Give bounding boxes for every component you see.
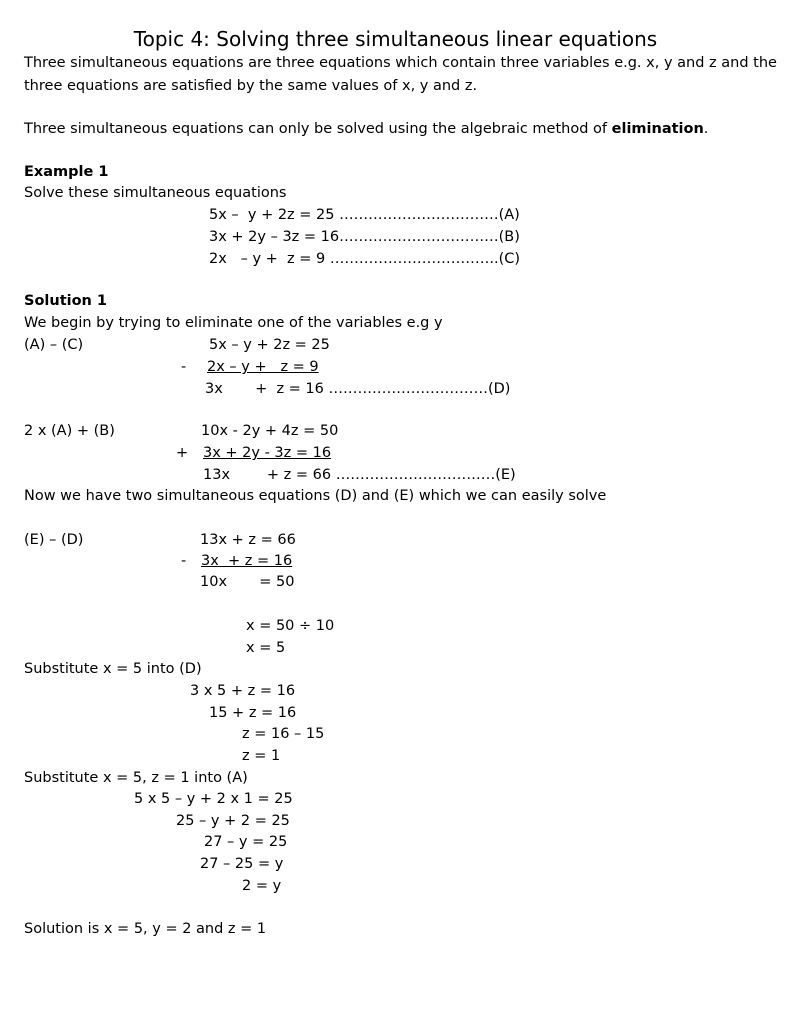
step1-label: (A) – (C) <box>24 337 84 353</box>
example-prompt: Solve these simultaneous equations <box>24 185 287 201</box>
intro-line-1: Three simultaneous equations are three equations which contain three variables e.g. x, y and z and the <box>24 55 777 71</box>
sub-a-line-1: 5 x 5 – y + 2 x 1 = 25 <box>134 791 293 807</box>
intro-line-3 <box>24 120 708 138</box>
step3-operator: - <box>181 553 187 569</box>
step1-line-1: 5x – y + 2z = 25 <box>209 337 330 353</box>
intro-line-2: three equations are satisfied by the same values of x, y and z. <box>24 78 478 94</box>
sub-d-line-4: z = 1 <box>242 748 281 764</box>
solution-note: Now we have two simultaneous equations (D) and (E) which we can easily solve <box>24 488 607 504</box>
sub-d-line-2: 15 + z = 16 <box>209 705 297 721</box>
step3-line-2: 3x + z = 16 <box>201 553 293 569</box>
step2-label: 2 x (A) + (B) <box>24 423 115 439</box>
sub-d-line-1: 3 x 5 + z = 16 <box>190 683 296 699</box>
sub-a-line-2: 25 – y + 2 = 25 <box>176 813 290 829</box>
x-calc-line-1: x = 50 ÷ 10 <box>246 618 335 634</box>
intro-line-3-end: . <box>703 121 709 137</box>
sub-a-line-4: 27 – 25 = y <box>200 856 284 872</box>
elimination-term: elimination <box>611 121 704 137</box>
sub-a-line-3: 27 – y = 25 <box>204 834 288 850</box>
step2-result: 13x + z = 66 ……………………………(E) <box>203 467 516 483</box>
sub-d-line-3: z = 16 – 15 <box>242 726 325 742</box>
step1-line-2: 2x – y + z = 9 <box>207 359 319 375</box>
equation-a: 5x – y + 2z = 25 ……………………………(A) <box>209 207 520 223</box>
substitute-a-heading: Substitute x = 5, z = 1 into (A) <box>24 770 248 786</box>
step3-label: (E) – (D) <box>24 532 84 548</box>
page-title: Topic 4: Solving three simultaneous linear equations <box>133 27 658 51</box>
step2-line-2: 3x + 2y - 3z = 16 <box>203 445 332 461</box>
step2-operator: + <box>176 445 189 461</box>
example-heading: Example 1 <box>24 164 109 180</box>
step1-operator: - <box>181 359 187 375</box>
substitute-d-heading: Substitute x = 5 into (D) <box>24 661 202 677</box>
step3-result: 10x = 50 <box>200 574 295 590</box>
step3-line-1: 13x + z = 66 <box>200 532 296 548</box>
sub-a-line-5: 2 = y <box>242 878 282 894</box>
equation-b: 3x + 2y – 3z = 16……………………………(B) <box>209 229 520 245</box>
equation-c: 2x – y + z = 9 ……………………………..(C) <box>209 251 521 267</box>
intro-line-3-text: Three simultaneous equations can only be solved using the algebraic method of <box>24 121 612 137</box>
step2-line-1: 10x - 2y + 4z = 50 <box>201 423 339 439</box>
x-calc-line-2: x = 5 <box>246 640 286 656</box>
step1-result: 3x + z = 16 ……………………………(D) <box>205 381 511 397</box>
solution-intro: We begin by trying to eliminate one of the variables e.g y <box>24 315 443 331</box>
solution-heading: Solution 1 <box>24 293 108 309</box>
final-solution: Solution is x = 5, y = 2 and z = 1 <box>24 921 267 937</box>
